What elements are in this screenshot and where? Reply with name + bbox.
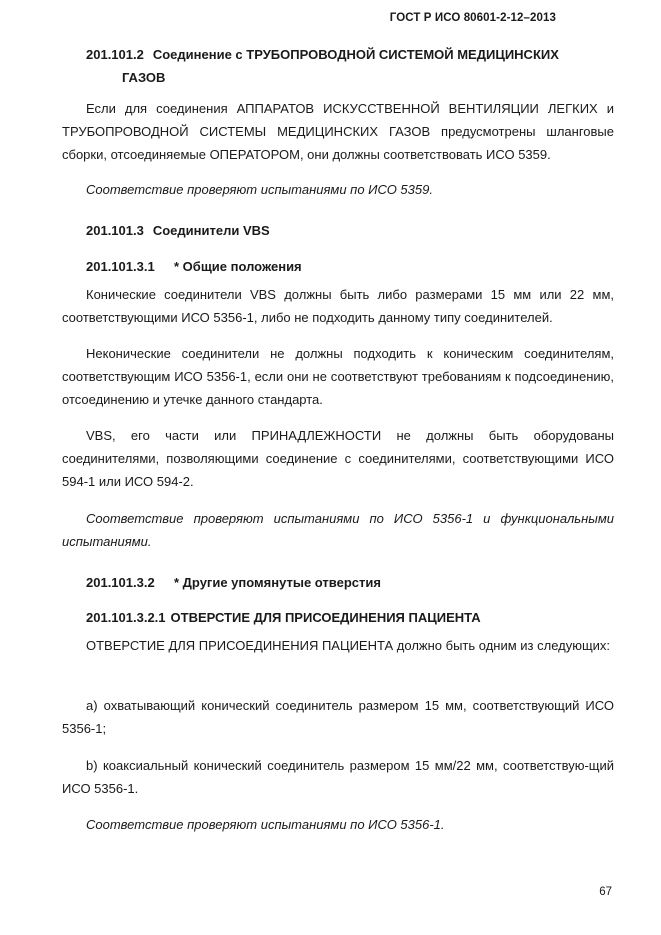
- section-number: 201.101.3.2.1: [86, 610, 166, 625]
- section-number: 201.101.2: [86, 47, 144, 62]
- list-item: а) охватывающий конический соединитель размером 15 мм, соответствующий ИСО 5356-1;: [62, 698, 614, 736]
- page-number: 67: [599, 886, 612, 898]
- section-title: Соединение с ТРУБОПРОВОДНОЙ СИСТЕМОЙ МЕДИЦИНСКИХ: [152, 47, 559, 62]
- list-item: b) коаксиальный конический соединитель размером 15 мм/22 мм, соответствую-щий ИСО 5356-1.: [62, 758, 614, 796]
- section-title: * Другие упомянутые отверстия: [174, 575, 381, 590]
- paragraph: Конические соединители VBS должны быть либо размерами 15 мм или 22 мм, соответствующими ИСО 5356-1, либо не подходить данному типу соединителей.: [62, 287, 614, 325]
- section-number: 201.101.3.2: [86, 575, 155, 590]
- section-heading-201-101-3-2-1: [86, 606, 638, 629]
- section-heading-201-101-3-1: [86, 255, 638, 278]
- paragraph: ОТВЕРСТИЕ ДЛЯ ПРИСОЕДИНЕНИЯ ПАЦИЕНТА должно быть одним из следующих:: [86, 638, 611, 653]
- compliance-note: Соответствие проверяют испытаниями по ИСО 5356-1 и функциональными испытаниями.: [62, 511, 614, 549]
- section-title: Соединители VBS: [152, 223, 270, 238]
- compliance-note: Соответствие проверяют испытаниями по ИСО 5356-1.: [86, 817, 445, 832]
- section-number: 201.101.3.1: [86, 259, 155, 274]
- paragraph: Если для соединения АППАРАТОВ ИСКУССТВЕННОЙ ВЕНТИЛЯЦИИ ЛЕГКИХ и ТРУБОПРОВОДНОЙ СИСТЕМЫ МЕДИЦИНСКИХ ГАЗОВ предусмотрены шланговые сборки, отсоединяемые ОПЕРАТОРОМ, они должны соответствовать ИСО 5359.: [62, 101, 614, 162]
- paragraph: VBS, его части или ПРИНАДЛЕЖНОСТИ не должны быть оборудованы соединителями, позволяющими соединение с соединителями, соответствующими ИСО 594-1 или ИСО 594-2.: [62, 428, 614, 489]
- compliance-note: Соответствие проверяют испытаниями по ИСО 5359.: [86, 182, 433, 197]
- section-heading-201-101-3-2: [86, 571, 638, 594]
- section-number: 201.101.3: [86, 223, 144, 238]
- section-title: ОТВЕРСТИЕ ДЛЯ ПРИСОЕДИНЕНИЯ ПАЦИЕНТА: [170, 610, 481, 625]
- section-heading-201-101-2: [86, 43, 606, 89]
- section-heading-201-101-3: [86, 219, 638, 242]
- document-header: ГОСТ Р ИСО 80601-2-12–2013: [389, 12, 556, 24]
- section-title: * Общие положения: [174, 259, 302, 274]
- section-title-cont: ГАЗОВ: [122, 70, 166, 85]
- paragraph: Неконические соединители не должны подходить к коническим соединителям, соответствующим ИСО 5356-1, если они не соответствуют требованиям к подсоединению, отсоединению и утечке данного стандарта.: [62, 346, 614, 407]
